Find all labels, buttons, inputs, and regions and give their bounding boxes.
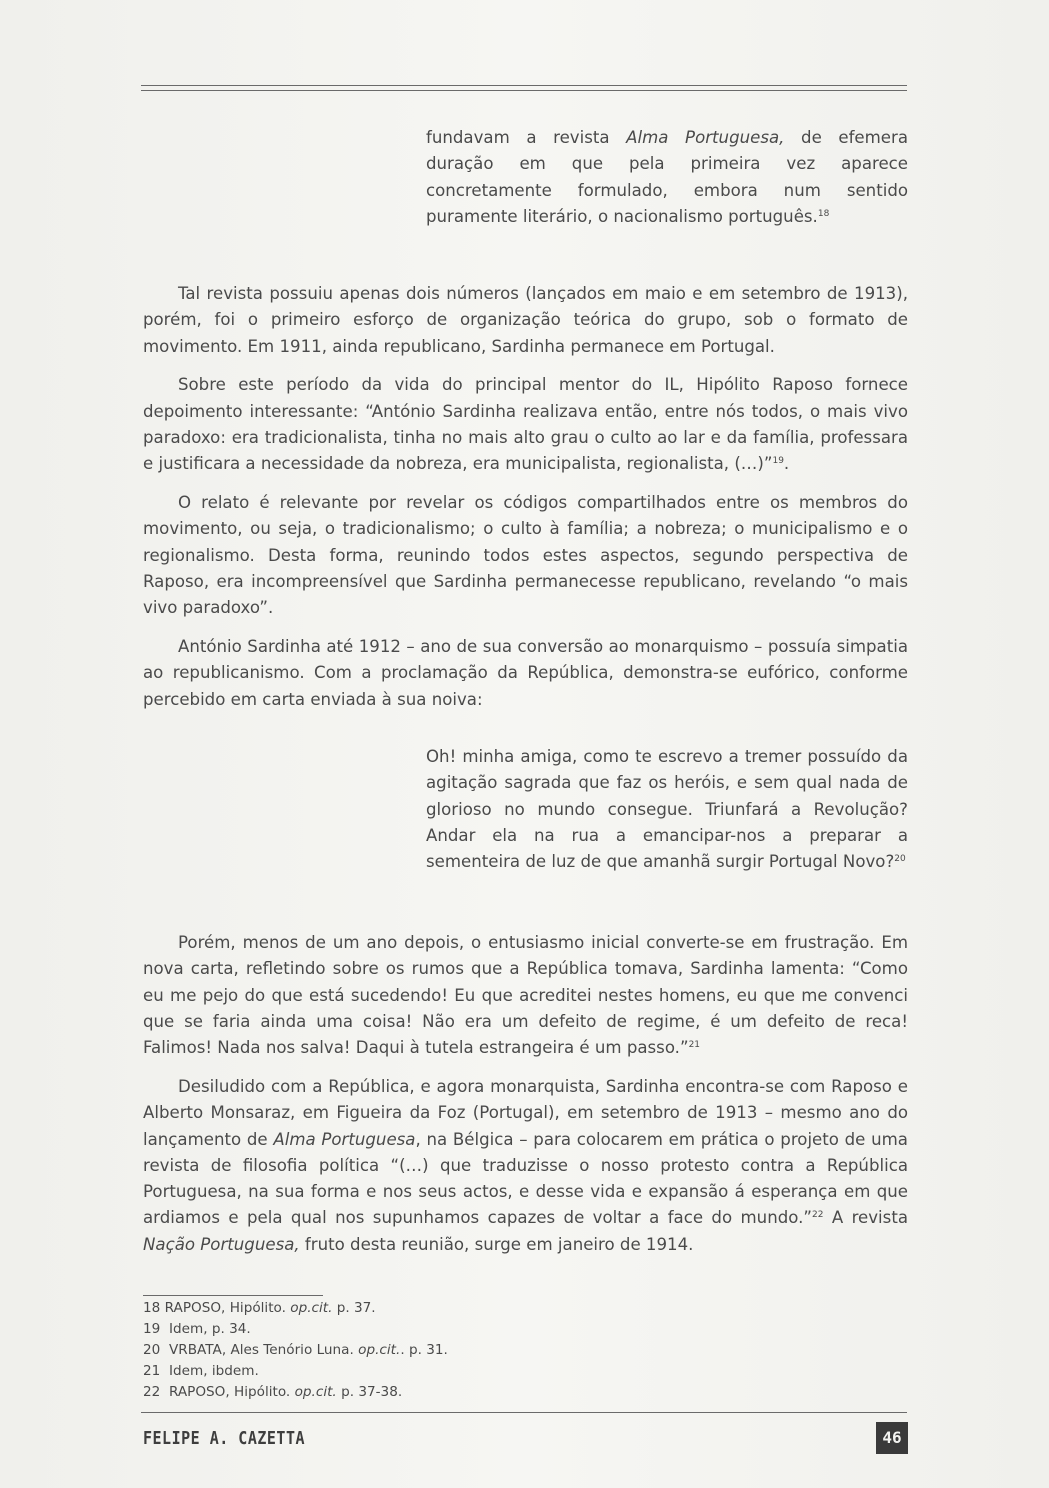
footnote-20: 20 VRBATA, Ales Tenório Luna. op.cit.. p. 31. bbox=[143, 1342, 448, 1358]
footnote-22: 22 RAPOSO, Hipólito. op.cit. p. 37-38. bbox=[143, 1384, 403, 1400]
footnote-ref-21[interactable]: 21 bbox=[688, 1040, 701, 1051]
block-quote-alma-portuguesa: fundavam a revista Alma Portuguesa, de efemera duração em que pela primeira vez aparece concretamente formulado, embora num sentido puramente literário, o nacionalismo português.$^{18}$ bbox=[426, 128, 909, 226]
paragraph-3: O relato é relevante por revelar os códigos compartilhados entre os membros do movimento, ou seja, o tradicionalismo; o culto à família; a nobreza; o municipalismo e o regionalismo. Desta forma, reunindo todos estes aspectos, segundo perspectiva de Raposo, era incompreensível que Sardinha permanecesse republicano, revelando “o mais vivo paradoxo”. bbox=[143, 493, 908, 618]
italic-title: Alma Portuguesa bbox=[273, 1129, 416, 1149]
paragraph-4: António Sardinha até 1912 – ano de sua conversão ao monarquismo – possuía simpatia ao republicanismo. Com a proclamação da República, demonstra-se eufórico, conforme percebido em carta enviada à sua noiva: bbox=[143, 637, 908, 709]
footnote-ref-18[interactable]: 18 bbox=[817, 208, 830, 219]
footer-author: FELIPE A. CAZETTA bbox=[143, 1427, 306, 1449]
footnote-ref-19[interactable]: 19 bbox=[772, 456, 784, 467]
header-rule bbox=[141, 85, 907, 91]
page-number: 46 bbox=[876, 1422, 908, 1454]
footnote-19: 19 Idem, p. 34. bbox=[143, 1321, 251, 1337]
footnote-ref-22[interactable]: 22 bbox=[811, 1210, 824, 1221]
italic-title: Nação Portuguesa, bbox=[143, 1234, 300, 1254]
body-text-section-1 bbox=[143, 281, 908, 725]
body-text-section-2 bbox=[143, 930, 908, 1271]
footnote-18: 18 RAPOSO, Hipólito. op.cit. p. 37. bbox=[143, 1300, 376, 1316]
italic-title: Alma Portuguesa, bbox=[626, 128, 785, 147]
footnote-rule bbox=[143, 1295, 323, 1296]
paragraph-1: Tal revista possuiu apenas dois números (lançados em maio e em setembro de 1913), porém, foi o primeiro esforço de organização teórica do grupo, sob o formato de movimento. Em 1911, ainda republicano, Sardinha permanece em Portugal. bbox=[143, 284, 908, 356]
block-quote-letter: Oh! minha amiga, como te escrevo a tremer possuído da agitação sagrada que faz os heróis, e sem qual nada de glorioso no mundo consegue. Triunfará a Revolução? Andar ela na rua a emancipar-nos a preparar a sementeira de luz de que amanhã surgir Portugal Novo?$^{20}$ bbox=[426, 747, 908, 872]
paragraph-5: Porém, menos de um ano depois, o entusiasmo inicial converte-se em frustração. Em nova carta, refletindo sobre os rumos que a República tomava, Sardinha lamenta: “Como eu me pejo do que está sucedendo! Eu que acreditei nestes homens, eu que me convenci que se faria ainda uma coisa! Não era um defeito de regime, é um defeito de reca! Falimos! Nada nos salva! Daqui à tutela estrangeira é um passo.”$^{21}$ bbox=[143, 933, 908, 1058]
footnotes bbox=[143, 1298, 743, 1403]
footnote-ref-20[interactable]: 20 bbox=[894, 854, 906, 865]
paragraph-6: Desiludido com a República, e agora monarquista, Sardinha encontra-se com Raposo e Alberto Monsaraz, em Figueira da Foz (Portugal), em setembro de 1913 – mesmo ano do lançamento de Alma Portuguesa, na Bélgica – para colocarem em prática o projeto de uma revista de filosofia política “(…) que traduzisse o nosso protesto contra a República Portuguesa, na sua forma e nos seus actos, e desse vida e expansão á esperança em que ardiamos e pela qual nos supunhamos capazes de voltar a face do mundo.”$^{22}$ A revista Nação Portuguesa, fruto desta reunião, surge em janeiro de 1914. bbox=[143, 1076, 908, 1254]
paragraph-2: Sobre este período da vida do principal mentor do IL, Hipólito Raposo fornece depoimento interessante: “António Sardinha realizava então, entre nós todos, o mais vivo paradoxo: era tradicionalista, tinha no mais alto grau o culto ao lar e da família, professara e justificara a necessidade da nobreza, era municipalista, regionalista, (…)”$^{19}$. bbox=[143, 375, 908, 474]
footer-rule bbox=[141, 1412, 907, 1413]
footnote-21: 21 Idem, ibdem. bbox=[143, 1363, 259, 1379]
